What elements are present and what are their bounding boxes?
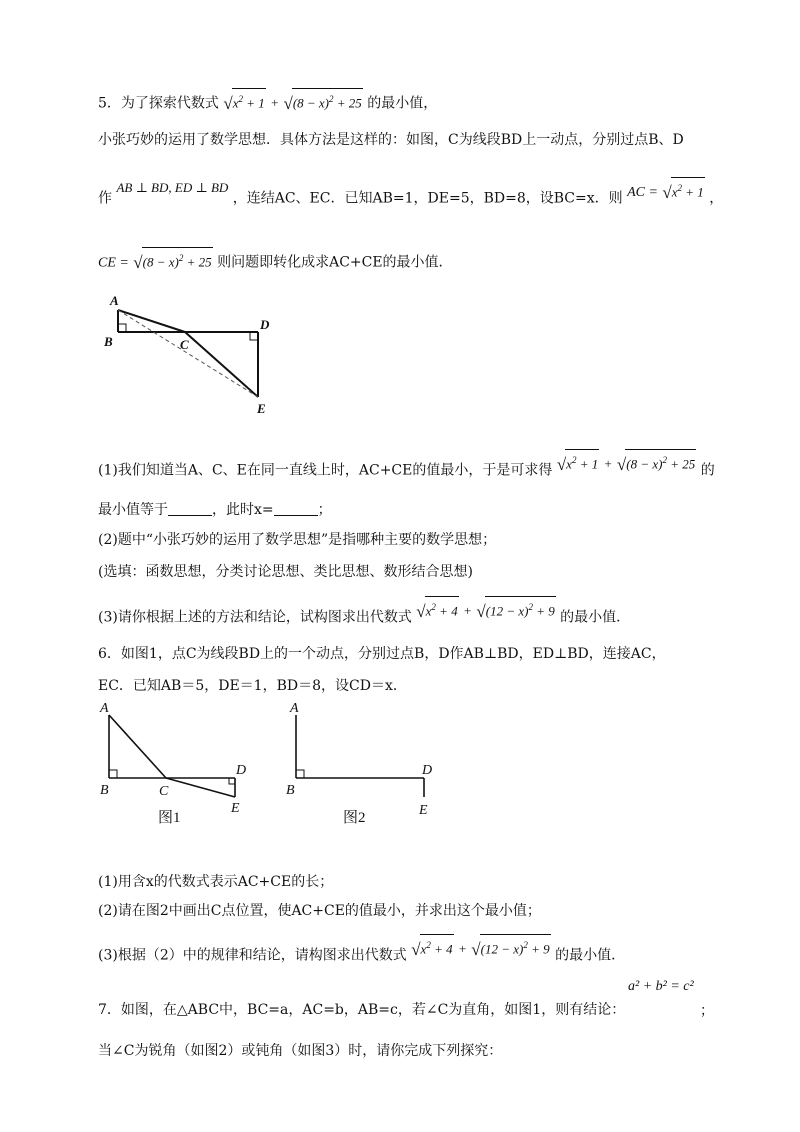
expr-sqrt-x2-plus-1: $√x^2 + 1$ <box>223 88 265 114</box>
p5-ac-eq: AC = <box>627 185 658 201</box>
p6-fig2-caption: 图2 <box>343 810 366 826</box>
p6-fig1-label-c: C <box>159 784 169 799</box>
p6-q1: (1)用含x的代数式表示AC+CE的长； <box>98 874 334 890</box>
p5-q1-prefix: (1)我们知道当A、C、E在同一直线上时，AC+CE的值最小，于是可求得 <box>98 462 553 479</box>
p5-q2: (2)题中“小张巧妙的运用了数学思想”是指哪种主要的数学思想； <box>98 532 497 548</box>
p5-label-b: B <box>104 334 113 349</box>
p6-fig1-segment-ce <box>166 778 235 797</box>
expr-sqrt-8-minus-x: $√(8 - x)^2 + 25$ <box>283 88 362 114</box>
p5-q1-plus: + <box>603 456 613 472</box>
p5-q1-x-label: ，此时x= <box>212 502 274 518</box>
p6-figure2 <box>286 701 432 826</box>
p5-q1-min-label: 最小值等于 <box>98 502 168 518</box>
p6-fig1-label-e: E <box>231 801 240 816</box>
p5-q1-sqrt1: $√x^2 + 1$ <box>557 449 599 475</box>
p7-line2: 当∠C为锐角（如图2）或钝角（如图3）时，请你完成下列探究： <box>98 1043 503 1059</box>
p6-fig1-segment-ac <box>109 715 166 778</box>
p5-q3-prefix: (3)请你根据上述的方法和结论，试构图求出代数式 <box>98 609 412 626</box>
p5-q3-sqrt2: $√(12 - x)^2 + 9$ <box>476 596 555 622</box>
p7-formula <box>628 978 694 995</box>
p6-fig1-label-d: D <box>236 763 247 778</box>
p5-q2-options: (选填：函数思想，分类讨论思想、类比思想、数形结合思想) <box>98 564 473 580</box>
p5-ce-eq: CE = <box>98 255 129 271</box>
p5-label-a: A <box>110 293 119 308</box>
p6-line2: EC．已知AB＝5，DE＝1，BD＝8，设CD＝x． <box>98 678 407 694</box>
p6-fig2-label-e: E <box>419 803 428 818</box>
p6-fig1-right-angle-b <box>109 770 117 778</box>
p6-fig2-label-d: D <box>422 763 433 778</box>
p5-line2: 小张巧妙的运用了数学思想．具体方法是这样的：如图，C为线段BD上一动点，分别过点B、D <box>98 132 684 148</box>
p5-comma: ， <box>709 190 724 207</box>
p5-q1-end: ； <box>317 502 332 518</box>
p5-intro-prefix: 5．为了探索代数式 <box>98 95 219 112</box>
p6-q3 <box>98 940 625 966</box>
expr-plus: + <box>270 95 280 111</box>
p5-perp-condition: AB ⊥ BD, ED ⊥ BD <box>116 180 229 196</box>
p6-fig2-label-a: A <box>290 701 299 716</box>
p5-line4-suffix: 则问题即转化成求AC+CE的最小值． <box>217 254 453 271</box>
p5-q3-plus: + <box>463 603 472 619</box>
p6-fig2-label-b: B <box>286 783 295 798</box>
p5-intro-suffix: 的最小值， <box>367 95 438 112</box>
p6-q3-sqrt2: $√(12 - x)^2 + 9$ <box>471 934 550 960</box>
p6-q2: (2)请在图2中画出C点位置，使AC+CE的值最小，并求出这个最小值； <box>98 903 541 919</box>
p6-fig1-caption: 图1 <box>158 810 181 826</box>
p6-line1: 6．如图1，点C为线段BD上的一个动点，分别过点B，D作AB⊥BD，ED⊥BD，连接AC， <box>98 646 666 662</box>
p5-line3-prefix: 作 <box>98 190 112 207</box>
p5-q3-sqrt1: $√x^2 + 4$ <box>416 596 458 622</box>
p6-fig1-right-angle-d <box>229 778 235 784</box>
p6-fig1-label-a: A <box>100 701 109 716</box>
p5-q1-sqrt2: $√(8 - x)^2 + 25$ <box>617 449 696 475</box>
p6-q3-sqrt1: $√x^2 + 4$ <box>411 934 453 960</box>
p5-q3-suffix: 的最小值． <box>560 609 631 626</box>
p6-q3-plus: + <box>458 941 467 957</box>
p5-ac-sqrt: $√x^2 + 1$ <box>662 177 704 203</box>
p5-ce-sqrt: $√(8 - x)^2 + 25$ <box>133 247 212 273</box>
p6-figure1 <box>99 701 246 826</box>
p5-label-e: E <box>257 401 266 416</box>
p6-q3-prefix: (3)根据（2）中的规律和结论，请构图求出代数式 <box>98 947 407 964</box>
p6-fig1-label-b: B <box>100 783 109 798</box>
p7-line1: 7．如图，在△ABC中，BC=a，AC=b，AB=c，若∠C为直角，如图1，则有结论： <box>98 1002 626 1018</box>
p6-fig2-right-angle-b <box>296 770 304 778</box>
p5-label-c: C <box>180 337 189 352</box>
p5-q1-suffix: 的 <box>700 462 715 479</box>
p5-line3-mid: ，连结AC、EC．已知AB=1，DE=5，BD=8，设BC=x．则 <box>232 190 623 207</box>
p7-formula-text: a² + b² = c² <box>628 979 694 994</box>
p5-label-d: D <box>260 317 270 332</box>
p7-semicolon: ； <box>700 1003 714 1019</box>
p6-q3-suffix: 的最小值． <box>555 947 626 964</box>
